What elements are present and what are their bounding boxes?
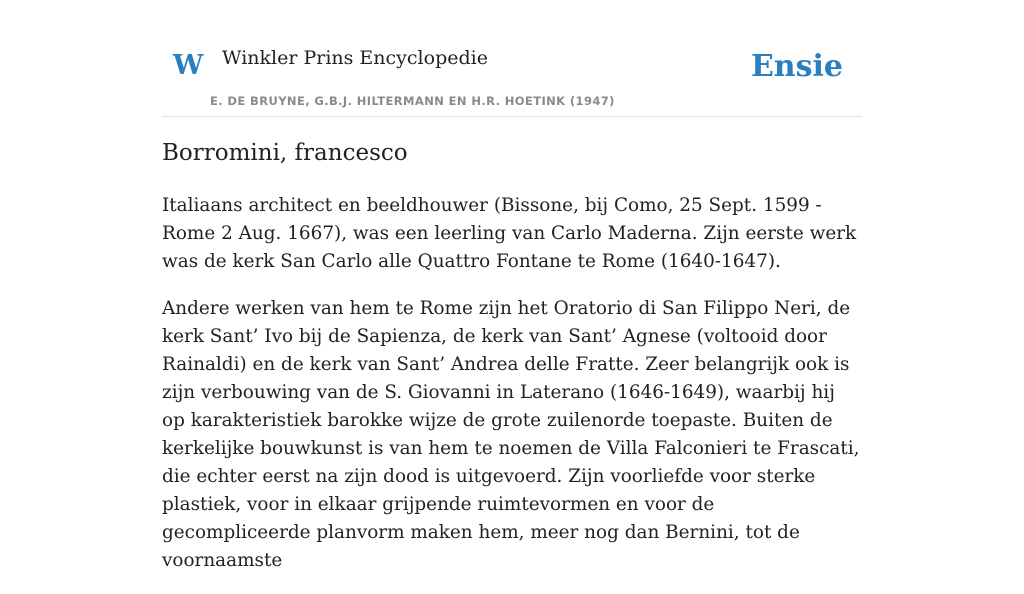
article-title: Borromini, francesco: [162, 140, 408, 166]
article-paragraph: Andere werken van hem te Rome zijn het Oratorio di San Filippo Neri, de kerk Sant’ Ivo bij de Sapienza, de kerk van Sant’ Agnese (voltooid door Rainaldi) en de kerk van Sant’ Andrea delle Fratte. Zeer belangrijk ook is zijn verbouwing van de S. Giovanni in Laterano (1646-1649), waarbij hij op karakteristiek barokke wijze de grote zuilenorde toepaste. Buiten de kerkelijke bouwkunst is van hem te noemen de Villa Falconieri te Frascati, die echter eerst na zijn dood is uitgevoerd. Zijn voorliefde voor sterke plastiek, voor in elkaar grijpende ruimtevormen en voor de gecompliceerde planvorm maken hem, meer nog dan Bernini, tot de voornaamste: [162, 298, 860, 571]
article-body: [162, 192, 862, 594]
site-header: [162, 0, 862, 117]
source-authors: E. DE BRUYNE, G.B.J. HILTERMANN EN H.R. HOETINK (1947): [210, 94, 615, 108]
site-title[interactable]: Winkler Prins Encyclopedie: [222, 47, 488, 69]
winkler-prins-logo[interactable]: W: [173, 50, 204, 81]
ensie-brand-link[interactable]: Ensie: [750, 49, 843, 84]
article-paragraph: Italiaans architect en beeldhouwer (Bissone, bij Como, 25 Sept. 1599 - Rome 2 Aug. 1667), was een leerling van Carlo Maderna. Zijn eerste werk was de kerk San Carlo alle Quattro Fontane te Rome (1640-1647).: [162, 195, 857, 272]
